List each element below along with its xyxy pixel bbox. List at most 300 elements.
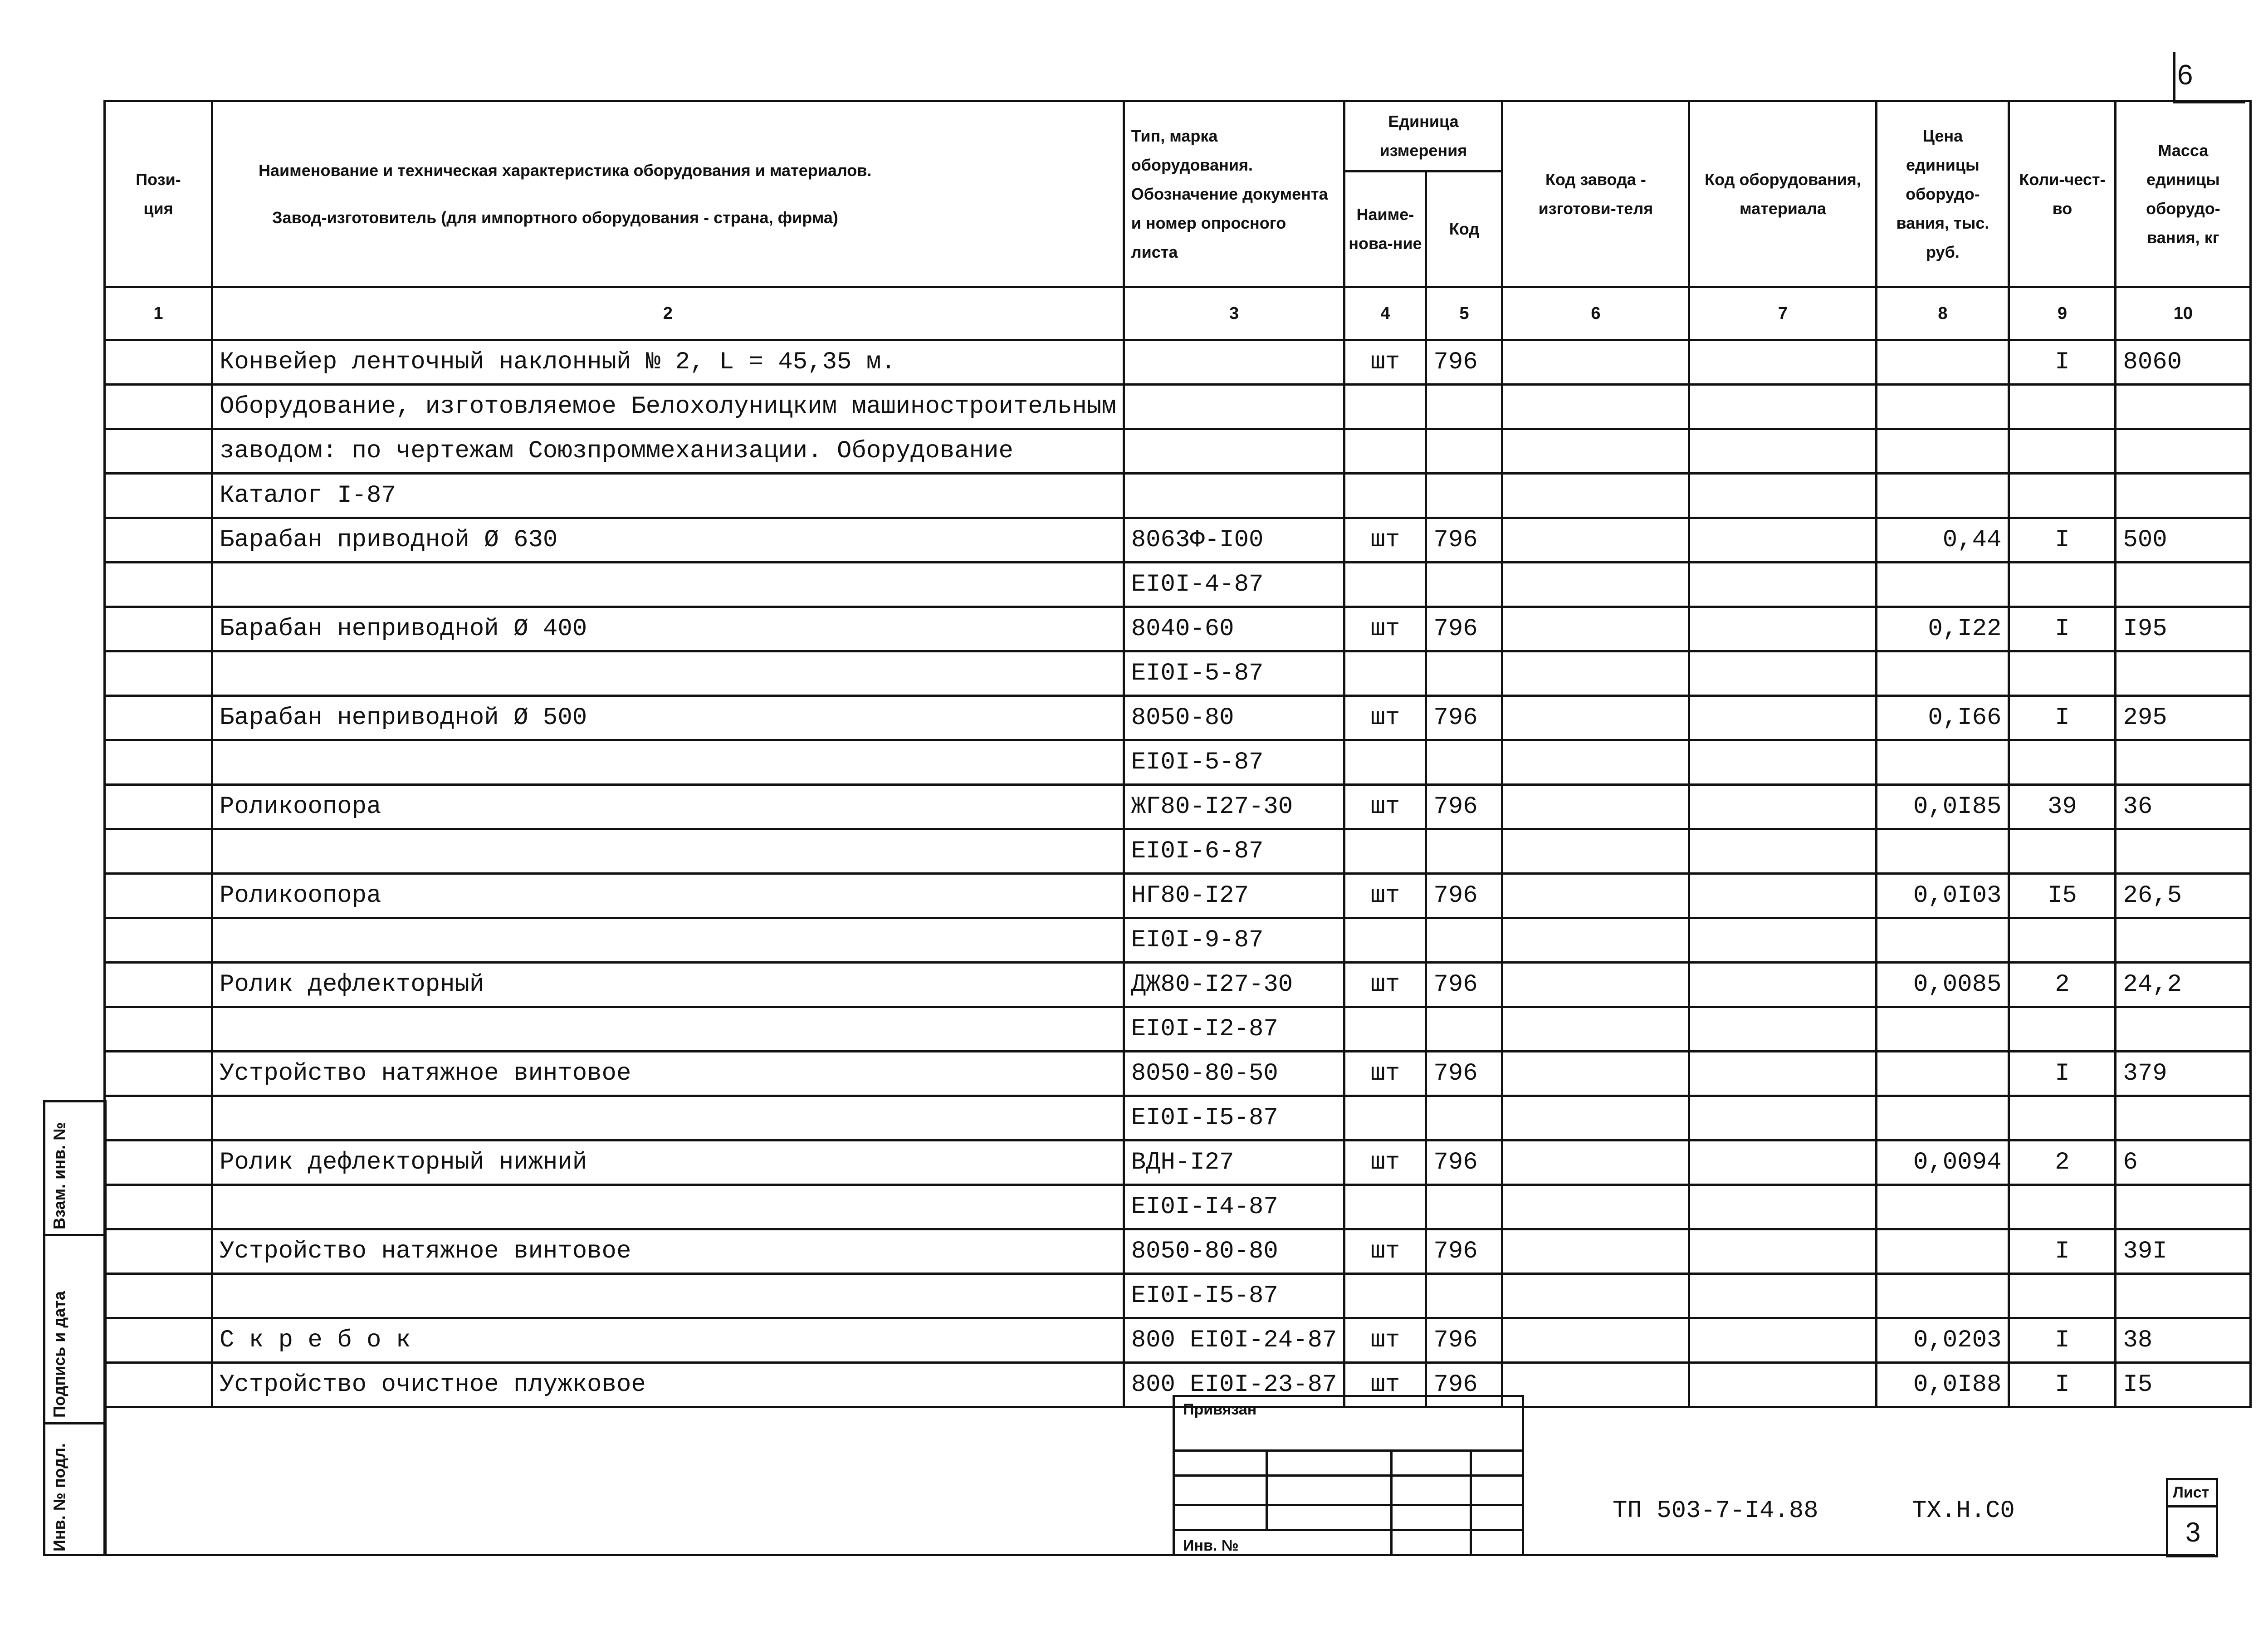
cell-position	[105, 1229, 212, 1274]
cell-position	[105, 696, 212, 740]
cell-price: 0,I66	[1877, 696, 2009, 740]
cell-unit-code: 796	[1426, 696, 1502, 740]
cell-unit-code	[1426, 829, 1502, 874]
table-row	[105, 829, 2251, 874]
cell-mass	[2116, 1185, 2251, 1229]
header-position: Пози- ция	[105, 101, 212, 287]
cell-factory-code	[1502, 829, 1689, 874]
cell-name: Барабан неприводной Ø 400	[212, 607, 1124, 651]
cell-quantity: I	[2009, 1363, 2116, 1407]
cell-price: 0,0085	[1877, 963, 2009, 1007]
cell-unit	[1344, 918, 1426, 963]
cell-position	[105, 1052, 212, 1096]
cell-unit-code	[1426, 429, 1502, 474]
cell-mass: 8060	[2116, 340, 2251, 385]
cell-quantity: I	[2009, 518, 2116, 563]
cell-unit: шт	[1344, 1363, 1426, 1407]
cell-factory-code	[1502, 963, 1689, 1007]
cell-price	[1877, 1185, 2009, 1229]
cell-unit	[1344, 474, 1426, 518]
header-unit-name: Наиме-нова-ние	[1344, 171, 1426, 287]
cell-unit-code: 796	[1426, 518, 1502, 563]
cell-position	[105, 785, 212, 829]
table-row	[105, 1318, 2251, 1363]
cell-name: Каталог I-87	[212, 474, 1124, 518]
cell-factory-code	[1502, 1096, 1689, 1140]
cell-mass: 500	[2116, 518, 2251, 563]
header-mass: Масса единицы оборудо-вания, кг	[2116, 101, 2251, 287]
cell-price	[1877, 340, 2009, 385]
cell-factory-code	[1502, 607, 1689, 651]
cell-name	[212, 829, 1124, 874]
cell-equipment-code	[1689, 1007, 1877, 1052]
cell-unit	[1344, 1185, 1426, 1229]
cell-quantity	[2009, 829, 2116, 874]
cell-name: Роликоопора	[212, 785, 1124, 829]
cell-equipment-code	[1689, 1140, 1877, 1185]
cell-position	[105, 740, 212, 785]
margin-label-podpis: Подпись и дата	[50, 1291, 68, 1418]
table-row	[105, 963, 2251, 1007]
cell-unit-code	[1426, 474, 1502, 518]
cell-quantity: 2	[2009, 1140, 2116, 1185]
header-name-line2: Завод-изготовитель (для импортного оборудования - страна, фирма)	[272, 208, 838, 227]
table-row	[105, 518, 2251, 563]
cell-position	[105, 1318, 212, 1363]
cell-unit-code	[1426, 1007, 1502, 1052]
cell-quantity: I5	[2009, 874, 2116, 918]
cell-name: Устройство натяжное винтовое	[212, 1229, 1124, 1274]
cell-equipment-code	[1689, 1229, 1877, 1274]
cell-quantity: 39	[2009, 785, 2116, 829]
cell-unit-code	[1426, 385, 1502, 429]
cell-mass: 295	[2116, 696, 2251, 740]
cell-type	[1124, 385, 1344, 429]
cell-type: 800 ЕI0I-24-87	[1124, 1318, 1344, 1363]
cell-mass	[2116, 385, 2251, 429]
column-number: 5	[1426, 287, 1502, 340]
cell-unit-code	[1426, 1274, 1502, 1318]
cell-position	[105, 1140, 212, 1185]
cell-name: Оборудование, изготовляемое Белохолуницким машиностроительным	[212, 385, 1124, 429]
cell-equipment-code	[1689, 1274, 1877, 1318]
column-number: 8	[1877, 287, 2009, 340]
cell-type: ЕI0I-I5-87	[1124, 1274, 1344, 1318]
specification-table	[103, 100, 2252, 1408]
cell-name: Ролик дефлекторный нижний	[212, 1140, 1124, 1185]
cell-unit-code: 796	[1426, 1140, 1502, 1185]
cell-mass	[2116, 563, 2251, 607]
cell-price	[1877, 1274, 2009, 1318]
column-number: 2	[212, 287, 1124, 340]
cell-factory-code	[1502, 563, 1689, 607]
table-row	[105, 385, 2251, 429]
page-number: 6	[2177, 59, 2193, 91]
cell-name	[212, 1185, 1124, 1229]
cell-price	[1877, 1096, 2009, 1140]
cell-name	[212, 651, 1124, 696]
cell-unit-code	[1426, 918, 1502, 963]
cell-name: Барабан неприводной Ø 500	[212, 696, 1124, 740]
cell-unit-code	[1426, 651, 1502, 696]
cell-equipment-code	[1689, 1185, 1877, 1229]
cell-type: ЕI0I-5-87	[1124, 651, 1344, 696]
cell-position	[105, 340, 212, 385]
cell-unit	[1344, 563, 1426, 607]
sheet-number: 3	[2185, 1517, 2201, 1547]
cell-price: 0,0I03	[1877, 874, 2009, 918]
cell-quantity	[2009, 651, 2116, 696]
table-row	[105, 1229, 2251, 1274]
cell-quantity: I	[2009, 1052, 2116, 1096]
table-body	[105, 340, 2251, 1407]
cell-equipment-code	[1689, 696, 1877, 740]
cell-unit: шт	[1344, 874, 1426, 918]
cell-factory-code	[1502, 785, 1689, 829]
sheet-divider	[2168, 1505, 2216, 1508]
stamp-divider	[1470, 1449, 1472, 1554]
table-row	[105, 1140, 2251, 1185]
cell-type	[1124, 340, 1344, 385]
cell-unit: шт	[1344, 963, 1426, 1007]
cell-unit-code: 796	[1426, 874, 1502, 918]
cell-quantity	[2009, 1274, 2116, 1318]
cell-position	[105, 563, 212, 607]
cell-equipment-code	[1689, 918, 1877, 963]
column-number: 4	[1344, 287, 1426, 340]
cell-position	[105, 474, 212, 518]
sheet-label: Лист	[2173, 1484, 2209, 1501]
cell-quantity: 2	[2009, 963, 2116, 1007]
cell-factory-code	[1502, 1185, 1689, 1229]
header-unit-code: Код	[1426, 171, 1502, 287]
cell-price	[1877, 385, 2009, 429]
cell-type: ЕI0I-4-87	[1124, 563, 1344, 607]
cell-unit-code: 796	[1426, 963, 1502, 1007]
cell-type: ЕI0I-9-87	[1124, 918, 1344, 963]
cell-position	[105, 918, 212, 963]
cell-quantity: I	[2009, 1229, 2116, 1274]
table-row	[105, 651, 2251, 696]
cell-name: Устройство натяжное винтовое	[212, 1052, 1124, 1096]
cell-equipment-code	[1689, 429, 1877, 474]
cell-mass	[2116, 651, 2251, 696]
table-row	[105, 607, 2251, 651]
cell-quantity: I	[2009, 696, 2116, 740]
header-name-line1: Наименование и техническая характеристика оборудования и материалов.	[259, 161, 872, 180]
cell-type: ЕI0I-6-87	[1124, 829, 1344, 874]
cell-equipment-code	[1689, 874, 1877, 918]
stamp-title: Привязан	[1183, 1401, 1257, 1418]
header-name	[212, 101, 1124, 287]
cell-name: Конвейер ленточный наклонный № 2, L = 45,35 м.	[212, 340, 1124, 385]
table-row	[105, 1185, 2251, 1229]
stamp-divider	[1266, 1449, 1268, 1529]
cell-name	[212, 1096, 1124, 1140]
cell-unit-code	[1426, 563, 1502, 607]
cell-name: Устройство очистное плужковое	[212, 1363, 1124, 1407]
cell-quantity: I	[2009, 340, 2116, 385]
cell-equipment-code	[1689, 1096, 1877, 1140]
cell-factory-code	[1502, 1274, 1689, 1318]
table-row	[105, 740, 2251, 785]
cell-equipment-code	[1689, 385, 1877, 429]
cell-quantity: I	[2009, 1318, 2116, 1363]
cell-factory-code	[1502, 1052, 1689, 1096]
header-type: Тип, марка оборудования. Обозначение документа и номер опросного листа	[1124, 101, 1344, 287]
cell-position	[105, 829, 212, 874]
cell-unit: шт	[1344, 340, 1426, 385]
cell-equipment-code	[1689, 1052, 1877, 1096]
cell-type	[1124, 474, 1344, 518]
table-row	[105, 1096, 2251, 1140]
table-row	[105, 874, 2251, 918]
cell-price	[1877, 429, 2009, 474]
cell-mass: 38	[2116, 1318, 2251, 1363]
cell-price	[1877, 829, 2009, 874]
cell-unit	[1344, 1096, 1426, 1140]
margin-cell-podpis	[45, 1236, 104, 1424]
cell-unit	[1344, 829, 1426, 874]
cell-type: ЕI0I-I5-87	[1124, 1096, 1344, 1140]
cell-position	[105, 385, 212, 429]
cell-price: 0,0203	[1877, 1318, 2009, 1363]
cell-type: НГ80-I27	[1124, 874, 1344, 918]
cell-name: Ролик дефлекторный	[212, 963, 1124, 1007]
left-margin-stamp	[43, 1100, 107, 1556]
table-row	[105, 785, 2251, 829]
cell-position	[105, 1096, 212, 1140]
cell-unit	[1344, 1007, 1426, 1052]
corner-line	[2173, 52, 2175, 102]
cell-name	[212, 1274, 1124, 1318]
cell-equipment-code	[1689, 1318, 1877, 1363]
cell-price	[1877, 1229, 2009, 1274]
column-number: 10	[2116, 287, 2251, 340]
cell-factory-code	[1502, 696, 1689, 740]
margin-cell-inv	[45, 1424, 104, 1554]
cell-unit-code: 796	[1426, 785, 1502, 829]
cell-mass: 39I	[2116, 1229, 2251, 1274]
cell-equipment-code	[1689, 785, 1877, 829]
cell-mass: 26,5	[2116, 874, 2251, 918]
header-factory-code: Код завода - изготови-теля	[1502, 101, 1689, 287]
cell-quantity	[2009, 385, 2116, 429]
table-row	[105, 563, 2251, 607]
cell-unit-code: 796	[1426, 1052, 1502, 1096]
cell-type: 800 ЕI0I-23-87	[1124, 1363, 1344, 1407]
cell-unit-code	[1426, 740, 1502, 785]
binding-stamp	[1173, 1395, 1524, 1556]
cell-unit	[1344, 385, 1426, 429]
cell-quantity	[2009, 918, 2116, 963]
cell-quantity	[2009, 1007, 2116, 1052]
cell-price	[1877, 1007, 2009, 1052]
cell-quantity	[2009, 740, 2116, 785]
cell-mass	[2116, 1274, 2251, 1318]
cell-type: ЖГ80-I27-30	[1124, 785, 1344, 829]
table-row	[105, 1274, 2251, 1318]
stamp-divider	[1390, 1449, 1393, 1554]
cell-name: Барабан приводной Ø 630	[212, 518, 1124, 563]
cell-equipment-code	[1689, 607, 1877, 651]
cell-name	[212, 918, 1124, 963]
header-price: Цена единицы оборудо-вания, тыс. руб.	[1877, 101, 2009, 287]
cell-unit: шт	[1344, 607, 1426, 651]
cell-unit: шт	[1344, 696, 1426, 740]
margin-label-inv: Инв. № подл.	[50, 1443, 68, 1552]
table-row	[105, 1052, 2251, 1096]
cell-type: 8063Ф-I00	[1124, 518, 1344, 563]
cell-unit-code: 796	[1426, 1318, 1502, 1363]
cell-mass	[2116, 474, 2251, 518]
cell-quantity: I	[2009, 607, 2116, 651]
cell-mass: 24,2	[2116, 963, 2251, 1007]
cell-equipment-code	[1689, 740, 1877, 785]
cell-position	[105, 1185, 212, 1229]
stamp-inv-label: Инв. №	[1183, 1537, 1239, 1554]
cell-mass: 6	[2116, 1140, 2251, 1185]
cell-price	[1877, 1052, 2009, 1096]
cell-factory-code	[1502, 1229, 1689, 1274]
cell-price	[1877, 918, 2009, 963]
margin-label-vzam: Взам. инв. №	[50, 1122, 68, 1229]
bottom-frame	[103, 1370, 2215, 1556]
cell-price: 0,44	[1877, 518, 2009, 563]
cell-equipment-code	[1689, 651, 1877, 696]
cell-price: 0,I22	[1877, 607, 2009, 651]
cell-mass: I5	[2116, 1363, 2251, 1407]
cell-factory-code	[1502, 874, 1689, 918]
cell-unit: шт	[1344, 1052, 1426, 1096]
cell-price: 0,0I85	[1877, 785, 2009, 829]
cell-factory-code	[1502, 340, 1689, 385]
document-code: ТП 503-7-I4.88	[1613, 1497, 1818, 1525]
cell-quantity	[2009, 429, 2116, 474]
cell-price	[1877, 651, 2009, 696]
cell-unit: шт	[1344, 785, 1426, 829]
margin-cell-vzam	[45, 1102, 104, 1236]
cell-price	[1877, 474, 2009, 518]
cell-type: ЕI0I-I4-87	[1124, 1185, 1344, 1229]
cell-equipment-code	[1689, 829, 1877, 874]
cell-position	[105, 963, 212, 1007]
cell-factory-code	[1502, 518, 1689, 563]
cell-factory-code	[1502, 918, 1689, 963]
cell-position	[105, 1274, 212, 1318]
cell-factory-code	[1502, 474, 1689, 518]
cell-unit	[1344, 740, 1426, 785]
cell-name	[212, 740, 1124, 785]
sheet-box	[2166, 1478, 2218, 1557]
document-mark: ТХ.Н.С0	[1912, 1497, 2015, 1525]
cell-mass	[2116, 1007, 2251, 1052]
cell-quantity	[2009, 563, 2116, 607]
cell-mass: 36	[2116, 785, 2251, 829]
cell-price	[1877, 740, 2009, 785]
cell-factory-code	[1502, 385, 1689, 429]
cell-name: С к р е б о к	[212, 1318, 1124, 1363]
column-number: 6	[1502, 287, 1689, 340]
cell-type: ВДН-I27	[1124, 1140, 1344, 1185]
cell-type: 8050-80	[1124, 696, 1344, 740]
cell-factory-code	[1502, 1140, 1689, 1185]
cell-mass	[2116, 918, 2251, 963]
cell-unit: шт	[1344, 1318, 1426, 1363]
table-row	[105, 1007, 2251, 1052]
cell-quantity	[2009, 1185, 2116, 1229]
cell-unit-code	[1426, 1096, 1502, 1140]
cell-unit	[1344, 651, 1426, 696]
cell-type: ЕI0I-5-87	[1124, 740, 1344, 785]
cell-equipment-code	[1689, 474, 1877, 518]
cell-unit-code: 796	[1426, 340, 1502, 385]
cell-factory-code	[1502, 1007, 1689, 1052]
cell-price	[1877, 563, 2009, 607]
table-row	[105, 696, 2251, 740]
cell-position	[105, 1007, 212, 1052]
cell-price: 0,0094	[1877, 1140, 2009, 1185]
cell-unit: шт	[1344, 518, 1426, 563]
cell-mass	[2116, 740, 2251, 785]
cell-name	[212, 1007, 1124, 1052]
cell-type: ЕI0I-I2-87	[1124, 1007, 1344, 1052]
cell-name: заводом: по чертежам Союзпроммеханизации. Оборудование	[212, 429, 1124, 474]
cell-quantity	[2009, 1096, 2116, 1140]
cell-equipment-code	[1689, 518, 1877, 563]
cell-mass: I95	[2116, 607, 2251, 651]
cell-mass	[2116, 429, 2251, 474]
cell-unit-code: 796	[1426, 1229, 1502, 1274]
cell-mass	[2116, 1096, 2251, 1140]
cell-mass	[2116, 829, 2251, 874]
cell-equipment-code	[1689, 563, 1877, 607]
cell-position	[105, 651, 212, 696]
cell-unit-code: 796	[1426, 1363, 1502, 1407]
cell-type: ДЖ80-I27-30	[1124, 963, 1344, 1007]
cell-mass: 379	[2116, 1052, 2251, 1096]
cell-unit: шт	[1344, 1229, 1426, 1274]
cell-unit-code	[1426, 1185, 1502, 1229]
cell-position	[105, 607, 212, 651]
cell-position	[105, 429, 212, 474]
cell-price: 0,0I88	[1877, 1363, 2009, 1407]
column-number: 9	[2009, 287, 2116, 340]
column-number: 1	[105, 287, 212, 340]
cell-name: Роликоопора	[212, 874, 1124, 918]
table-row	[105, 340, 2251, 385]
cell-factory-code	[1502, 740, 1689, 785]
cell-unit	[1344, 1274, 1426, 1318]
cell-factory-code	[1502, 651, 1689, 696]
cell-type	[1124, 429, 1344, 474]
cell-factory-code	[1502, 1318, 1689, 1363]
cell-unit-code: 796	[1426, 607, 1502, 651]
cell-type: 8050-80-80	[1124, 1229, 1344, 1274]
table-row	[105, 918, 2251, 963]
cell-unit: шт	[1344, 1140, 1426, 1185]
cell-equipment-code	[1689, 963, 1877, 1007]
cell-name	[212, 563, 1124, 607]
header-quantity: Коли-чест-во	[2009, 101, 2116, 287]
header-unit: Единица измерения	[1344, 101, 1502, 171]
cell-type: 8050-80-50	[1124, 1052, 1344, 1096]
table-row	[105, 474, 2251, 518]
cell-unit	[1344, 429, 1426, 474]
cell-factory-code	[1502, 429, 1689, 474]
cell-type: 8040-60	[1124, 607, 1344, 651]
column-number: 3	[1124, 287, 1344, 340]
